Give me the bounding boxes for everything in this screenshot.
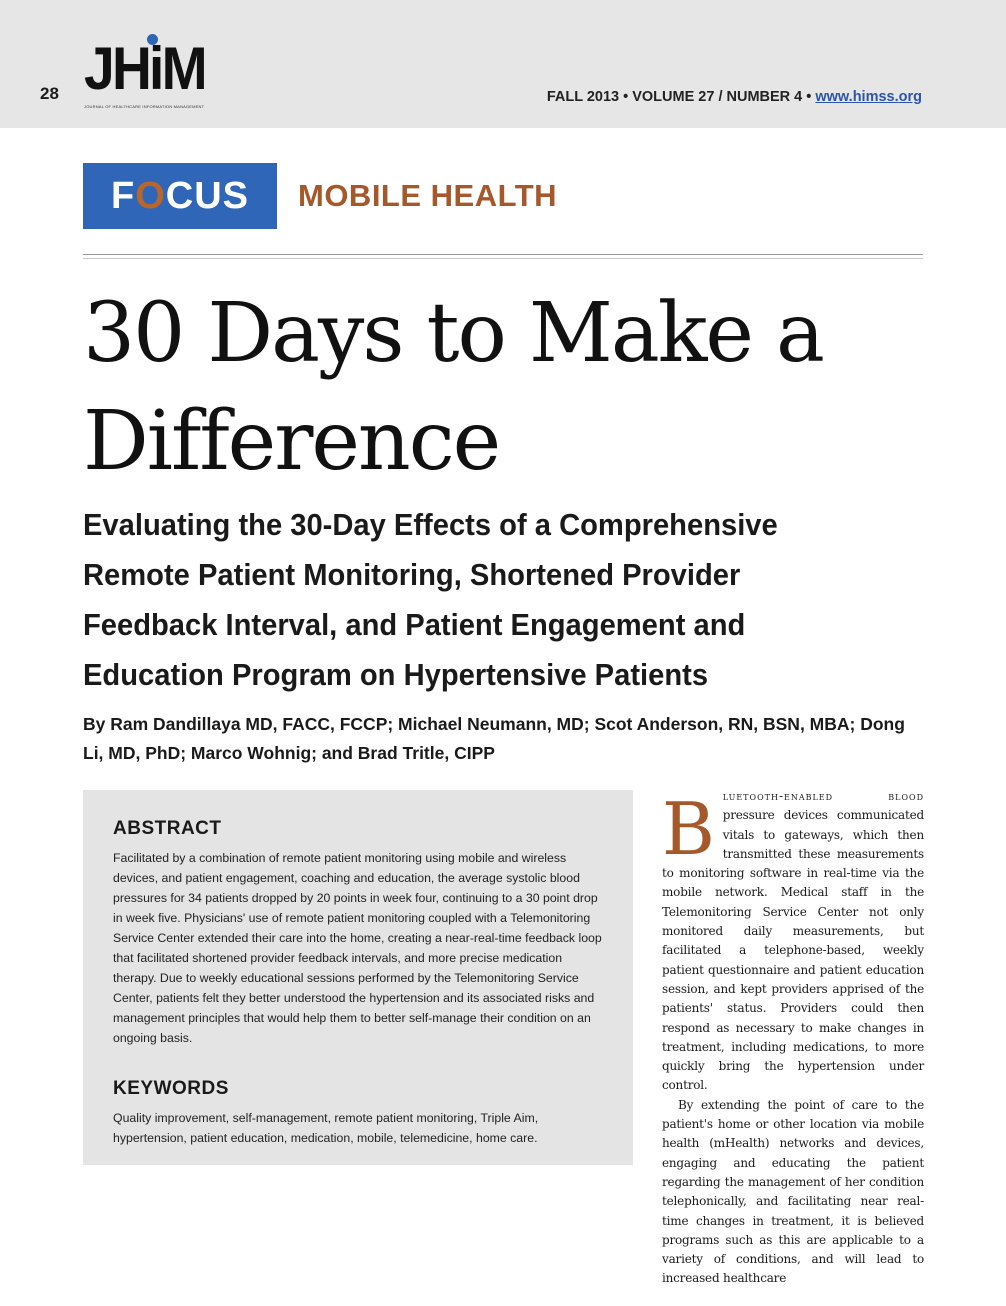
jhim-logo — [84, 34, 204, 114]
abstract-heading: ABSTRACT — [113, 818, 222, 839]
logo-tagline: JOURNAL OF HEALTHCARE INFORMATION MANAGEMENT — [84, 104, 205, 109]
body-paragraph-2: By extending the point of care to the patient's home or other location via mobile health (mHealth) networks and devices, engaging and educating the patient regarding the management of her condition telephonically, and facilitating near real-time changes in treatment, it is believed programs such as this are applicable to a variety of conditions, and will lead to increased healthcare — [662, 1097, 924, 1286]
article-subtitle: Evaluating the 30-Day Effects of a Comprehensive Remote Patient Monitoring, Shortened Provider Feedback Interval, and Patient Engagement and Education Program on Hypertensive Patients — [83, 507, 778, 692]
article-body-column — [662, 787, 924, 1289]
keywords-heading: KEYWORDS — [113, 1078, 229, 1099]
keywords-body: Quality improvement, self-management, remote patient monitoring, Triple Aim, hypertension, patient education, medication, mobile, telemedicine, home care. — [113, 1111, 539, 1145]
logo-text: JHiM — [84, 35, 205, 102]
title-line-2: Difference — [83, 394, 500, 489]
drop-cap: B — [662, 787, 715, 871]
title-line-1: 30 Days to Make a — [83, 286, 823, 381]
paragraph-1-text: pressure devices communicated vitals to gateways, which then transmitted these measurements to monitoring software in real-time via the mobile network. Medical staff in the Telemonitoring Service Center not only monitored daily measurements, but facilitated a telephone-based, weekly patient questionnaire and patient education session, and kept providers apprised of the patients' status. Providers could then respond as necessary to make changes in treatment, including medications, to more quickly bring the hypertension under control. — [662, 808, 924, 1093]
section-topic: MOBILE HEALTH — [298, 178, 558, 213]
divider-top — [83, 254, 923, 255]
focus-label-o: O — [135, 175, 166, 217]
divider-bottom — [83, 258, 923, 259]
abstract-body: Facilitated by a combination of remote patient monitoring using mobile and wireless devices, and patient engagement, coaching and education, the average systolic blood pressures for 34 patients dropped by 20 points in week four, continuing to a 30 point drop in week five. Physicians' use of remote patient monitoring coupled with a Telemonitoring Service Center extended their care into the home, creating a near-real-time feedback loop that facilitated shortened provider feedback intervals, and more precise medication therapy. Due to weekly educational sessions performed by the Telemonitoring Service Center, patients felt they better understood the hypertension and its associated risks and management principles that would help them to better self-manage their condition on an ongoing basis. — [113, 851, 602, 1045]
abstract-box — [83, 790, 633, 1165]
issue-info: FALL 2013 • VOLUME 27 / NUMBER 4 • — [546, 89, 812, 105]
issue-line — [547, 89, 922, 105]
article-title — [83, 280, 923, 496]
focus-badge — [83, 163, 277, 229]
body-paragraph-1 — [662, 787, 924, 1096]
focus-label-end: CUS — [165, 175, 249, 217]
himss-link[interactable]: www.himss.org — [815, 89, 922, 105]
page-number: 28 — [40, 84, 59, 103]
lead-smallcaps: luetooth-enabled blood — [722, 789, 924, 803]
focus-label-start: F — [110, 175, 136, 217]
article-authors: By Ram Dandillaya MD, FACC, FCCP; Michael Neumann, MD; Scot Anderson, RN, BSN, MBA; Dong Li, MD, PhD; Marco Wohnig; and Brad Tritle, CIPP — [83, 714, 905, 763]
